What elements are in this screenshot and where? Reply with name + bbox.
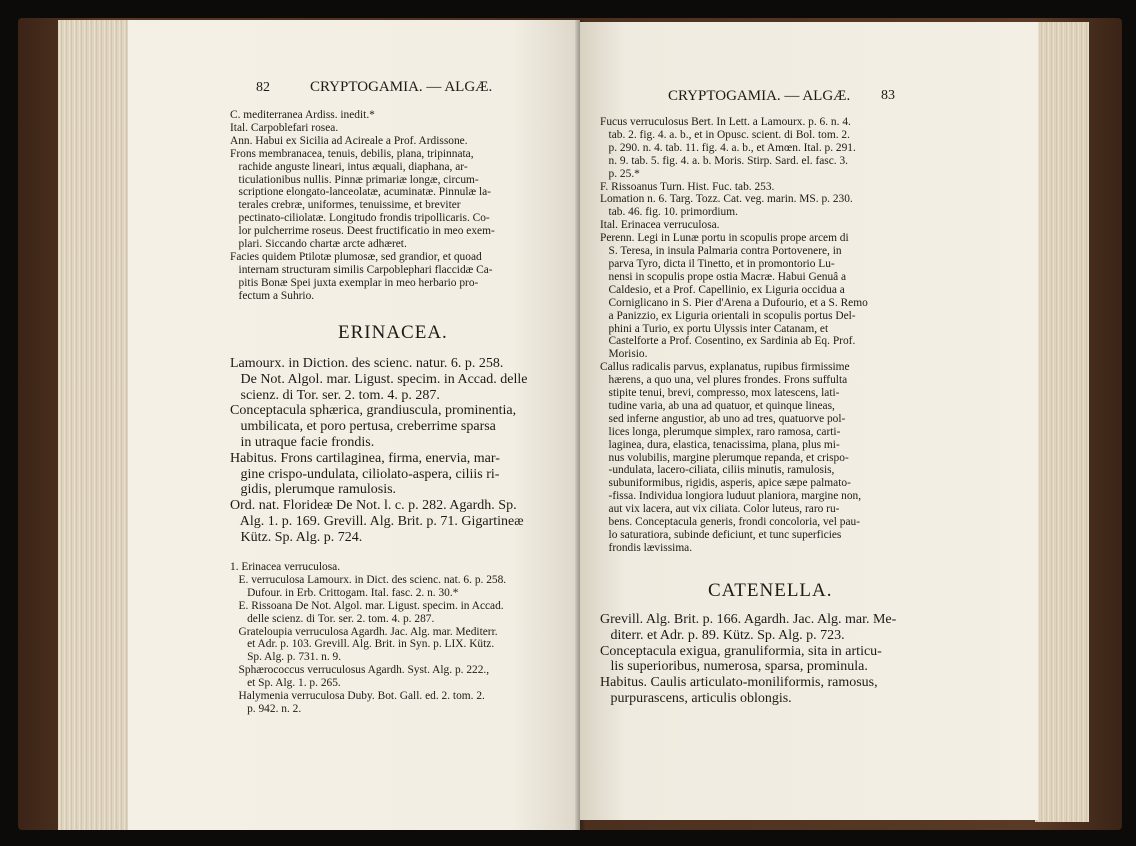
page-number: 83 [881, 88, 895, 103]
species-synonyms [230, 561, 506, 716]
text-line: Perenn. Legi in Lunæ portu in scopulis prope arcem di [600, 232, 849, 245]
text-line: tab. 46. fig. 10. primordium. [600, 206, 738, 219]
text-line: in utraque facie frondis. [230, 434, 375, 450]
text-line: -undulata, lacero-ciliata, ciliis minutis, ramulosis, [600, 464, 835, 477]
left-page-edges [58, 20, 133, 830]
text-line: Habitus. Frons cartilaginea, firma, enervia, mar- [230, 450, 500, 466]
text-line: tab. 2. fig. 4. a. b., et in Opusc. scient. di Bol. tom. 2. [600, 128, 850, 141]
text-line: Conceptacula sphærica, grandiuscula, prominentia, [230, 403, 517, 419]
running-head: CRYPTOGAMIA. — ALGÆ. [310, 79, 493, 95]
text-line: Lamourx. in Diction. des scienc. natur. 6. p. 258. [230, 356, 504, 371]
text-line: nensi in scopulis prope ostia Macræ. Habui Genuâ a [600, 270, 847, 283]
text-line: stipite tenui, brevi, compresso, mox latescens, lati- [600, 387, 840, 400]
text-line: hærens, a quo una, vel plures frondes. Frons suffulta [600, 374, 848, 387]
text-line: scriptione elongato-lanceolatæ, acuminatæ. Pinnulæ la- [230, 186, 491, 199]
text-line: purpurascens, articulis oblongis. [600, 690, 792, 706]
intro-text [230, 109, 495, 303]
text-line: p. 290. n. 4. tab. 11. fig. 4. a. b., et Amœn. Ital. p. 291. [600, 141, 856, 154]
text-line: Kütz. Sp. Alg. p. 724. [230, 529, 363, 545]
text-line: Ital. Erinacea verruculosa. [600, 219, 720, 232]
text-line: plari. Siccando chartæ arcte adhæret. [230, 238, 407, 251]
text-line: laginea, dura, elastica, tenacissima, plana, plus mi- [600, 438, 840, 451]
text-line: Habitus. Caulis articulato-moniliformis, ramosus, [600, 675, 878, 691]
text-line: pitis Bonæ Spei juxta exemplar in meo herbario pro- [230, 276, 479, 289]
right-page-edges [1035, 22, 1089, 822]
text-line: terales crebræ, uniformes, tenuissime, et breviter [230, 199, 461, 212]
text-line: bens. Conceptacula generis, frondi concoloria, vel pau- [600, 516, 860, 529]
text-line: Alg. 1. p. 169. Grevill. Alg. Brit. p. 71. Gigartineæ [230, 513, 524, 529]
text-line: S. Teresa, in insula Palmaria contra Portovenere, in [600, 245, 842, 258]
text-line: -fissa. Individua longiora luduut planiora, margine non, [600, 490, 862, 503]
text-line: Facies quidem Ptilotæ plumosæ, sed grandior, et quoad [230, 250, 482, 263]
text-line: Grateloupia verruculosa Agardh. Jac. Alg. mar. Mediterr. [230, 625, 498, 638]
text-line: internam structuram similis Carpoblephari flaccidæ Ca- [230, 263, 493, 276]
text-line: Fucus verruculosus Bert. In Lett. a Lamourx. p. 6. n. 4. [600, 116, 851, 128]
text-line: delle scienz. di Tor. ser. 2. tom. 4. p. 287. [230, 612, 435, 625]
text-line: fectum a Suhrio. [230, 289, 315, 302]
right-page [580, 22, 1038, 820]
text-line: Dufour. in Erb. Crittogam. Ital. fasc. 2. n. 30.* [230, 586, 459, 599]
text-line: frondis lævissima. [600, 541, 693, 554]
text-line: subuniformibus, rigidis, asperis, apice sæpe palmato- [600, 477, 851, 490]
text-line: Castelforte a Prof. Cosentino, ex Sardinia ab Eq. Prof. [600, 335, 856, 348]
text-line: diterr. et Adr. p. 89. Kütz. Sp. Alg. p. 723. [600, 627, 845, 643]
text-line: lor pulcherrime roseus. Deest fructificatio in meo exem- [230, 225, 495, 238]
text-line: C. mediterranea Ardiss. inedit.* [230, 109, 375, 121]
text-line: ticulationibus nullis. Pinnæ primariæ longæ, circum- [230, 173, 479, 186]
genus-description [600, 612, 896, 707]
text-line: Ital. Carpoblefari rosea. [230, 121, 339, 134]
text-line: gidis, plerumque ramulosis. [230, 482, 397, 498]
text-line: scienz. di Tor. ser. 2. tom. 4. p. 287. [230, 387, 440, 403]
text-line: E. verruculosa Lamourx. in Dict. des scienc. nat. 6. p. 258. [230, 573, 507, 586]
text-line: Morisio. [600, 348, 648, 361]
text-line: sed inferne angustior, ab uno ad tres, quatuorve pol- [600, 412, 846, 425]
section-title-catenella: CATENELLA. [708, 580, 833, 601]
text-line: umbilicata, et poro pertusa, creberrime sparsa [230, 419, 496, 435]
text-line: gine crispo-undulata, ciliolato-aspera, ciliis ri- [230, 466, 500, 482]
text-line: Grevill. Alg. Brit. p. 166. Agardh. Jac. Alg. mar. Me- [600, 612, 897, 627]
text-line: De Not. Algol. mar. Ligust. specim. in Accad. delle [230, 371, 528, 387]
page-number: 82 [256, 80, 270, 95]
text-line: parva Tyro, dicta il Tinetto, et in promontorio Lu- [600, 257, 835, 270]
synonym-text [600, 116, 868, 555]
text-line: p. 25.* [600, 167, 640, 180]
text-line: Ann. Habui ex Sicilia ad Acireale a Prof. Ardissone. [230, 134, 468, 147]
text-line: pectinato-ciliolatæ. Longitudo frondis tripollicaris. Co- [230, 212, 490, 225]
left-page [128, 20, 580, 830]
text-line: Sp. Alg. p. 731. n. 9. [230, 651, 342, 664]
text-line: E. Rissoana De Not. Algol. mar. Ligust. specim. in Accad. [230, 599, 504, 612]
running-head: CRYPTOGAMIA. — ALGÆ. [668, 88, 851, 104]
text-line: Lomation n. 6. Targ. Tozz. Cat. veg. marin. MS. p. 230. [600, 193, 853, 206]
text-line: Ord. nat. Florideæ De Not. l. c. p. 282. Agardh. Sp. [230, 498, 517, 514]
text-line: lis superioribus, numerosa, sparsa, prominula. [600, 659, 868, 675]
text-line: phini a Turio, ex portu Ulyssis inter Catanam, et [600, 322, 829, 335]
text-line: Halymenia verruculosa Duby. Bot. Gall. ed. 2. tom. 2. [230, 690, 485, 703]
text-line: tudine varia, ab una ad quatuor, et quinque lineas, [600, 399, 835, 412]
text-line: Callus radicalis parvus, explanatus, rupibus firmissime [600, 361, 850, 374]
text-line: a Panizzio, ex Liguria orientali in scopulis portus Del- [600, 309, 856, 322]
text-line: et Adr. p. 103. Grevill. Alg. Brit. in Syn. p. LIX. Kütz. [230, 638, 495, 651]
text-line: F. Rissoanus Turn. Hist. Fuc. tab. 253. [600, 180, 775, 193]
text-line: Frons membranacea, tenuis, debilis, plana, tripinnata, [230, 147, 474, 160]
text-line: rachide anguste lineari, intus æquali, diaphana, ar- [230, 160, 468, 173]
text-line: aut vix lacera, aut vix ciliata. Color luteus, raro ru- [600, 503, 840, 516]
text-line: Corniglicano in S. Pier d'Arena a Dufourio, et a S. Remo [600, 296, 868, 309]
text-line: Caldesio, et a Prof. Capellinio, ex Liguria occidua a [600, 283, 845, 296]
text-line: n. 9. tab. 5. fig. 4. a. b. Moris. Stirp. Sard. el. fasc. 3. [600, 154, 849, 167]
text-line: p. 942. n. 2. [230, 702, 302, 715]
text-line: lices longa, plerumque simplex, raro ramosa, carti- [600, 425, 841, 438]
section-title-erinacea: ERINACEA. [338, 322, 448, 343]
text-line: lo saturatiora, subinde deficiunt, et tunc superficies [600, 529, 842, 541]
text-line: Conceptacula exigua, granuliformia, sita in articu- [600, 643, 882, 659]
text-line: nus volubilis, margine plerumque repanda, et crispo- [600, 451, 849, 464]
text-line: Sphærococcus verruculosus Agardh. Syst. Alg. p. 222., [230, 664, 490, 677]
text-line: et Sp. Alg. 1. p. 265. [230, 677, 341, 690]
genus-description [230, 356, 527, 546]
text-line: 1. Erinacea verruculosa. [230, 561, 341, 573]
